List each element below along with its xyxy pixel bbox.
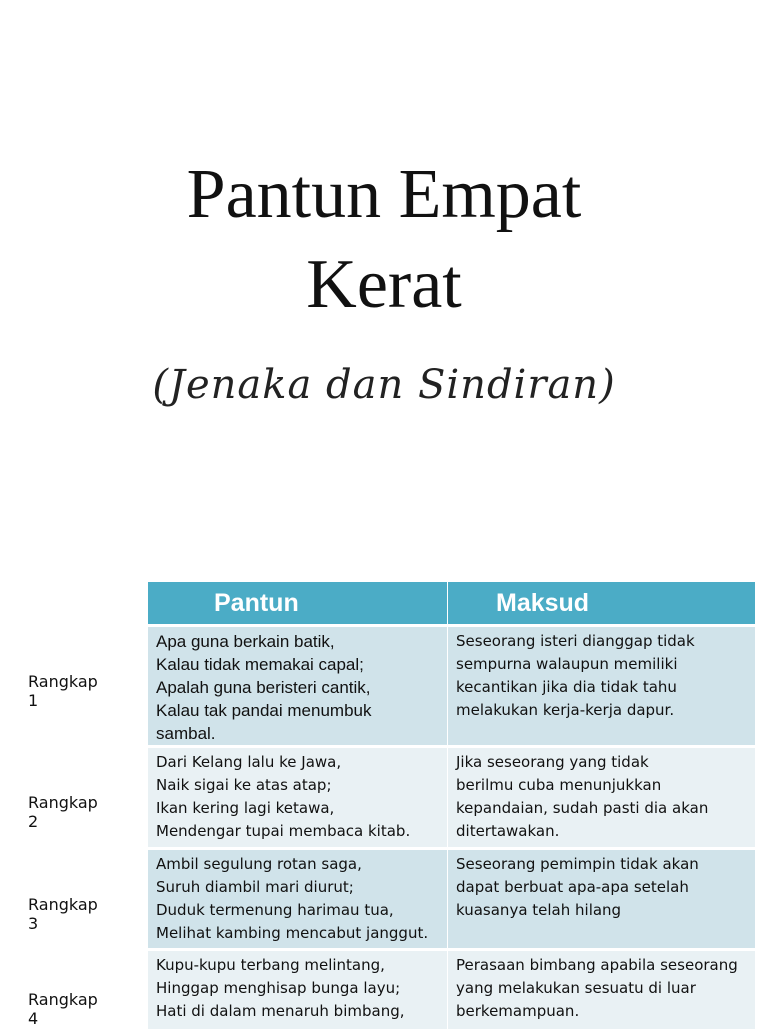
maksud-line: kuasanya telah hilang xyxy=(456,901,622,919)
pantun-line: Mendengar tupai membaca kitab. xyxy=(156,822,411,840)
pantun-table xyxy=(147,581,756,1030)
pantun-line: Kupu-kupu terbang melintang, xyxy=(156,956,385,974)
row-label-3: Rangkap 3 xyxy=(28,895,98,933)
maksud-cell xyxy=(448,626,756,747)
pantun-line: Apa guna berkain batik, xyxy=(156,632,335,651)
row-label-4: Rangkap 4 xyxy=(28,990,98,1028)
header-maksud: Maksud xyxy=(448,582,756,626)
table-row xyxy=(148,950,756,1030)
header-pantun: Pantun xyxy=(148,582,448,626)
pantun-line: Hinggap menghisap bunga layu; xyxy=(156,979,401,997)
maksud-line: melakukan kerja-kerja dapur. xyxy=(456,701,675,719)
pantun-cell xyxy=(148,626,448,747)
maksud-cell xyxy=(448,747,756,849)
maksud-line: Seseorang pemimpin tidak akan xyxy=(456,855,699,873)
title-line-2: Kerat xyxy=(306,246,462,323)
pantun-cell xyxy=(148,747,448,849)
page-subtitle: (Jenaka dan Sindiran) xyxy=(152,362,616,408)
pantun-line: Ikan kering lagi ketawa, xyxy=(156,799,335,817)
maksud-line: berilmu cuba menunjukkan xyxy=(456,776,662,794)
maksud-line: yang melakukan sesuatu di luar xyxy=(456,979,696,997)
pantun-line: Naik sigai ke atas atap; xyxy=(156,776,332,794)
table-row xyxy=(148,849,756,950)
page-title xyxy=(0,150,768,330)
pantun-line: Kalau tidak memakai capal; xyxy=(156,655,364,674)
pantun-line: Ambil segulung rotan saga, xyxy=(156,855,362,873)
maksud-cell xyxy=(448,950,756,1030)
maksud-line: Perasaan bimbang apabila seseorang xyxy=(456,956,738,974)
pantun-line: Dari Kelang lalu ke Jawa, xyxy=(156,753,342,771)
table-row xyxy=(148,626,756,747)
maksud-line: ditertawakan. xyxy=(456,822,560,840)
pantun-line: Hati di dalam menaruh bimbang, xyxy=(156,1002,405,1020)
table-header-row xyxy=(148,582,756,626)
title-line-1: Pantun Empat xyxy=(186,156,582,233)
maksud-line: kecantikan jika dia tidak tahu xyxy=(456,678,677,696)
maksud-cell xyxy=(448,849,756,950)
row-label-2: Rangkap 2 xyxy=(28,793,98,831)
maksud-line: kepandaian, sudah pasti dia akan xyxy=(456,799,709,817)
table-row xyxy=(148,747,756,849)
pantun-cell xyxy=(148,849,448,950)
maksud-line: sempurna walaupun memiliki xyxy=(456,655,678,673)
pantun-line: Melihat kambing mencabut janggut. xyxy=(156,924,429,942)
maksud-line: dapat berbuat apa-apa setelah xyxy=(456,878,689,896)
maksud-line: Jika seseorang yang tidak xyxy=(456,753,649,771)
pantun-line: Apalah guna beristeri cantik, xyxy=(156,678,371,697)
pantun-line: sambal. xyxy=(156,724,216,743)
pantun-line: Duduk termenung harimau tua, xyxy=(156,901,394,919)
row-label-1: Rangkap 1 xyxy=(28,672,98,710)
pantun-cell xyxy=(148,950,448,1030)
maksud-line: Seseorang isteri dianggap tidak xyxy=(456,632,695,650)
maksud-line: berkemampuan. xyxy=(456,1002,580,1020)
pantun-line: Suruh diambil mari diurut; xyxy=(156,878,354,896)
pantun-line: Kalau tak pandai menumbuk xyxy=(156,701,372,720)
